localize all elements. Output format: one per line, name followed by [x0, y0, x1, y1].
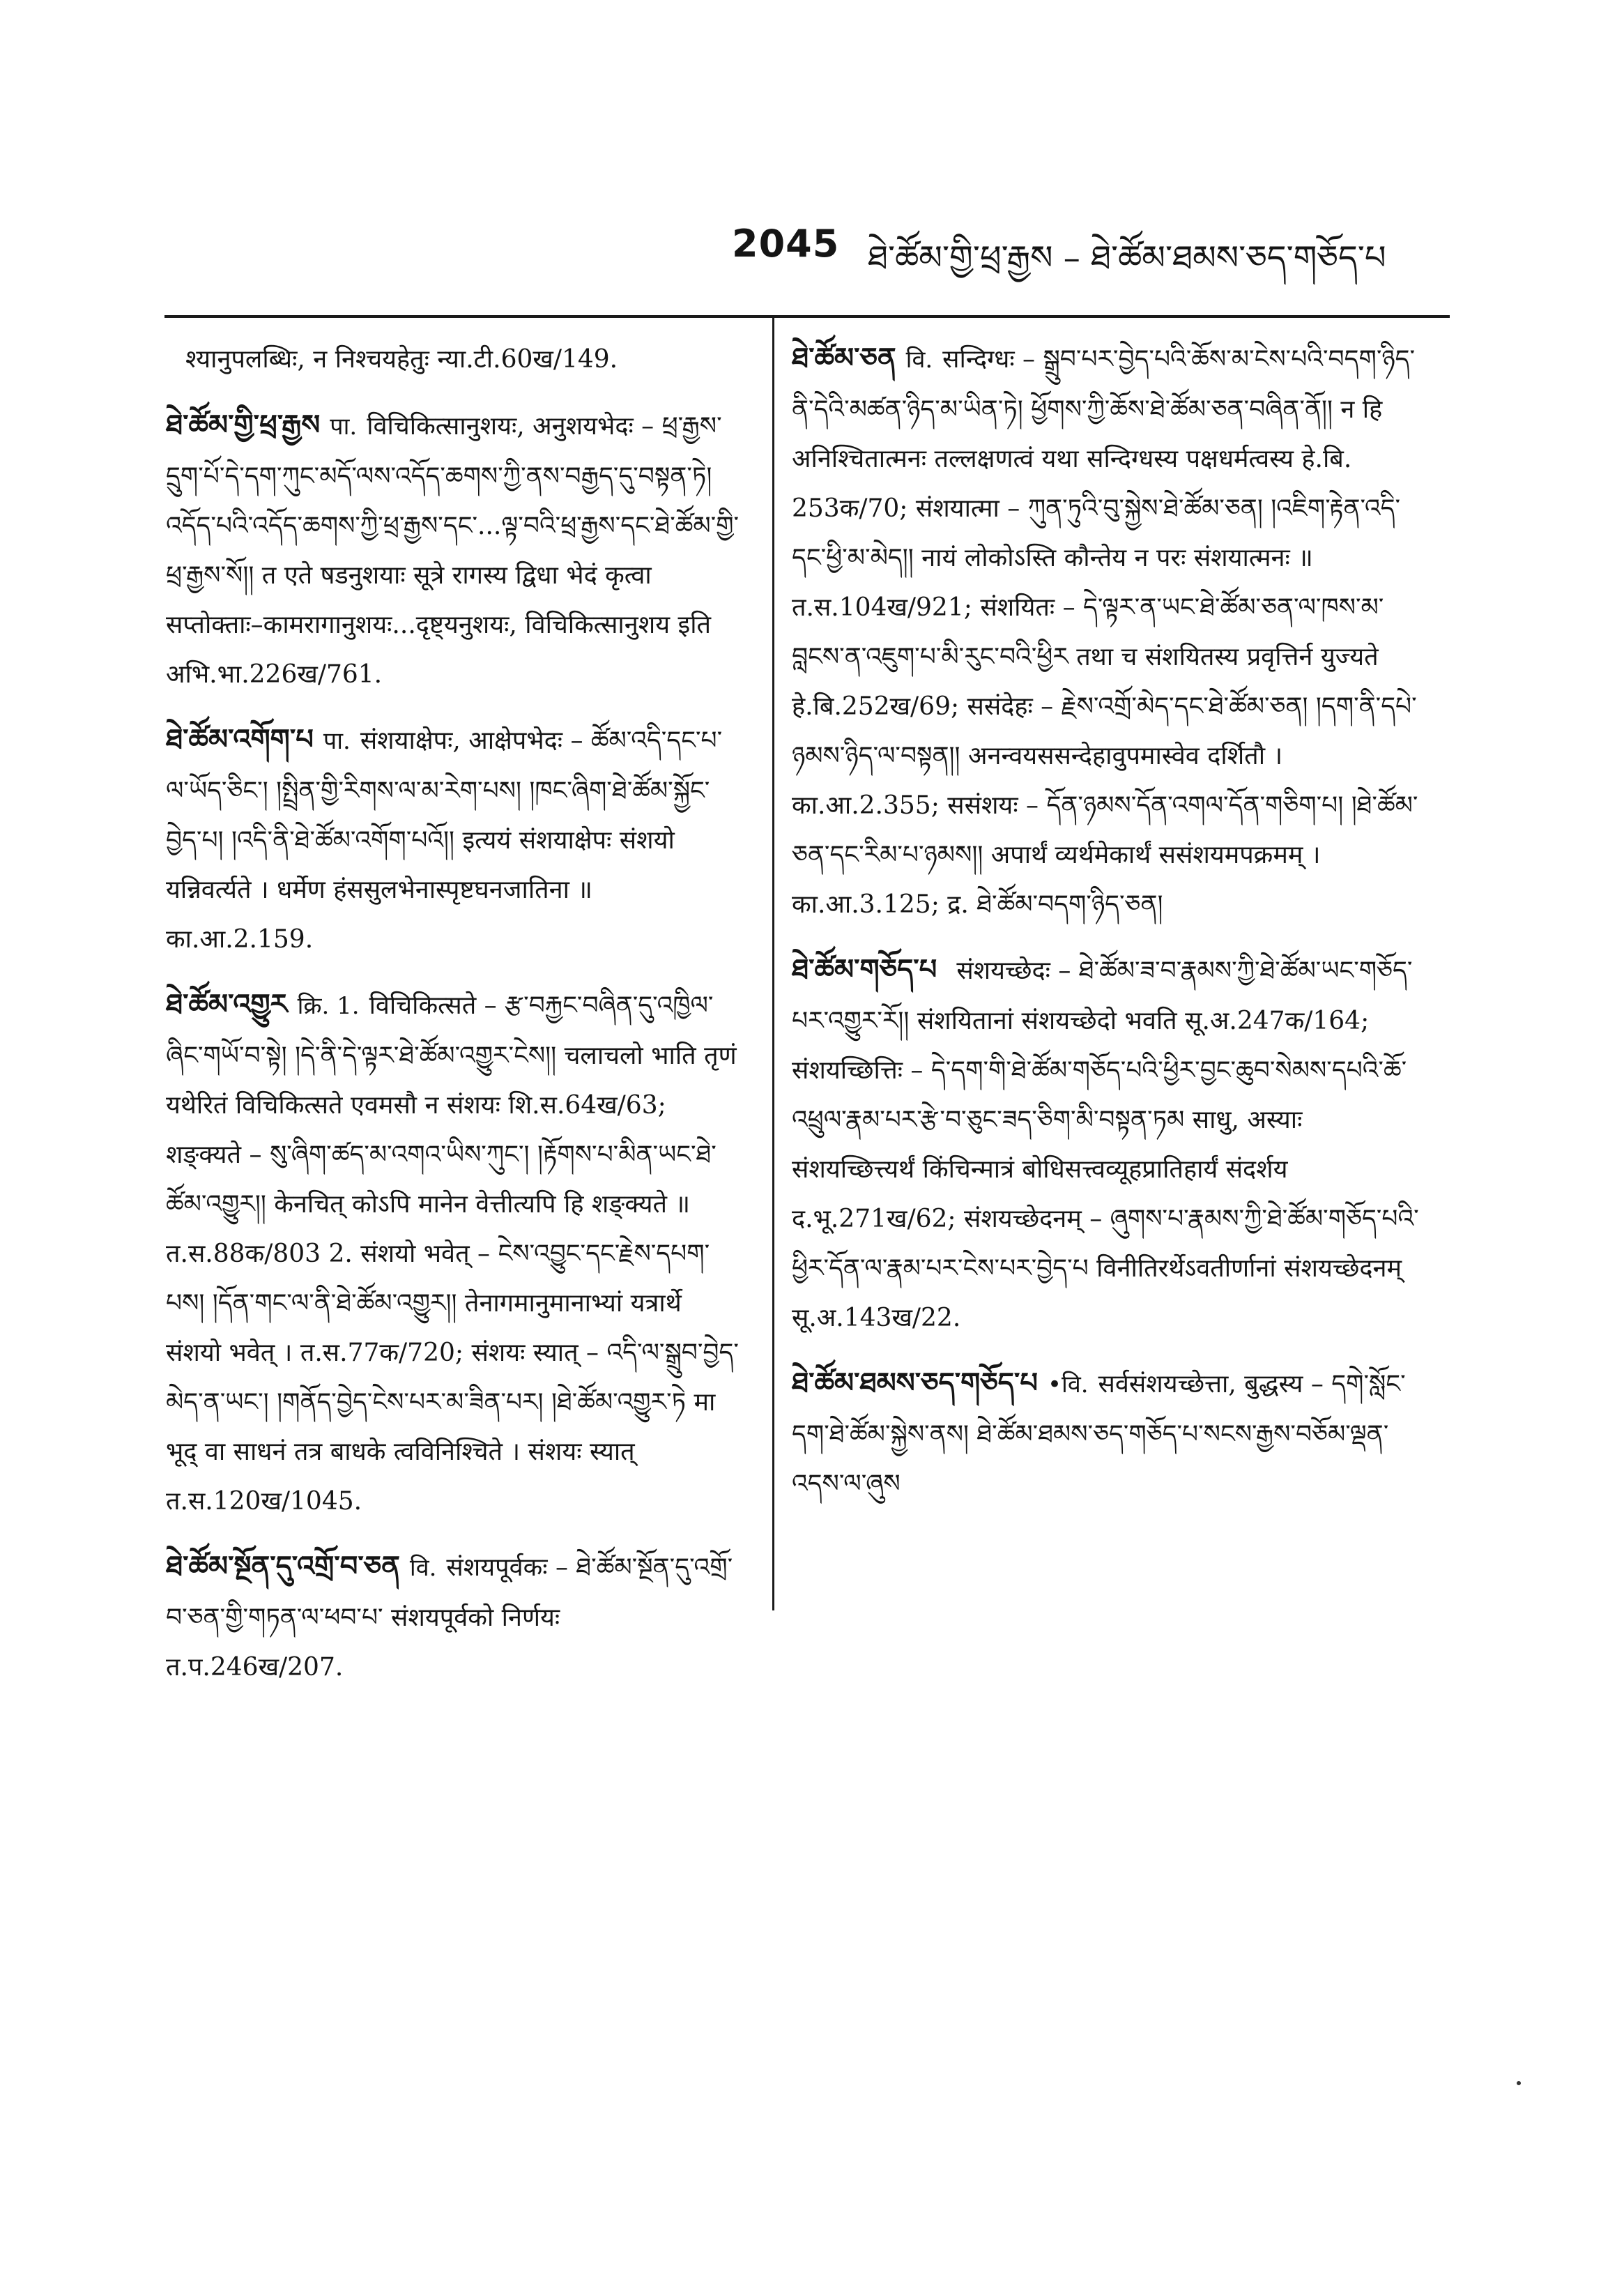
- entry-grammar: वि.: [905, 346, 933, 374]
- entry-headword: ཐེ་ཚོམ་ཅན: [792, 342, 896, 374]
- entry-grammar: वि.: [409, 1554, 437, 1582]
- dictionary-entry: [166, 1541, 744, 1692]
- entry-headword: ཐེ་ཚོམ་གྱི་ཕྲ་རྒྱས: [166, 409, 321, 441]
- entry-grammar: पा.: [330, 413, 358, 441]
- page-header: [0, 0, 1624, 279]
- entry-grammar: क्रि. 1.: [297, 992, 360, 1020]
- right-column: [792, 333, 1419, 1524]
- dictionary-entry: [166, 400, 744, 699]
- entry-body: [166, 1541, 744, 1692]
- running-head: ཐེ་ཚོམ་གྱི་ཕྲ་རྒྱས – ཐེ་ཚོམ་ཐམས་ཅད་གཅོད་པ: [868, 238, 1386, 277]
- dictionary-entry: [792, 333, 1419, 929]
- entry-grammar: पा.: [323, 727, 351, 755]
- entry-text: संशयाक्षेपः, आक्षेपभेदः – ཚོམ་འདི་དང་པ་ལ་ཡོད་ཅིང་། །སྤྲིན་གྱི་རིགས་ལ་མ་རེག་པས། །ཁང་ཞིག་ཐེ་ཚོམ་སྐྱོང་བྱེད་པ། །འདི་ནི་ཐེ་ཚོམ་འགོག་པའོ།། इत्ययं संशयाक्षेपः संशयो यन्निवर्त्यते । धर्मेण हंससुलभेनास्पृष्टघनजातिना ॥ का.आ.2.159.: [166, 726, 723, 954]
- entry-text: संशयपूर्वकः – ཐེ་ཚོམ་སྔོན་དུ་འགྲོ་བ་ཅན་གྱི་གཏན་ལ་ཕབ་པ་ संशयपूर्वको निर्णयः त.प.246ख/207.: [166, 1553, 733, 1682]
- entry-headword: ཐེ་ཚོམ་གཅོད་པ: [792, 953, 937, 986]
- entry-body: [792, 1358, 1419, 1509]
- entry-text: विचिकित्सते – རྩ་བརྐྱང་བཞིན་དུ་འཁྱིལ་ཞིང་གཡོ་བ་སྟེ། །དེ་ནི་དེ་ལྟར་ཐེ་ཚོམ་འགྱུར་ངེས།། चलाचलो भाति तृणं यथेरितं विचिकित्सते एवमसौ न संशयः शि.स.64ख/63; शङ्क्यते – སུ་ཞིག་ཚད་མ་འགའ་ཡིས་ཀུང་། །རྟོགས་པ་མིན་ཡང་ཐེ་ཚོམ་འགྱུར།། केनचित् कोऽपि मानेन वेत्तीत्यपि हि शङ्क्यते ॥ त.स.88क/803 2. संशयो भवेत् – ངེས་འབྱུང་དང་རྗེས་དཔག་པས། །དོན་གང་ལ་ནི་ཐེ་ཚོམ་འགྱུར།། तेनागमानुमानाभ्यां यत्रार्थे संशयो भवेत् । त.स.77क/720; संशयः स्यात् – འདི་ལ་སྒྲུབ་བྱེད་མེད་ན་ཡང་། །གནོད་བྱེད་ངེས་པར་མ་ཟིན་པར། །ཐེ་ཚོམ་འགྱུར་ཏེ मा भूद् वा साधनं तत्र बाधके त्वविनिश्चिते । संशयः स्यात् त.स.120ख/1045.: [166, 991, 739, 1516]
- scan-speck: [1517, 2081, 1521, 2085]
- entry-text: सर्वसंशयच्छेत्ता, बुद्धस्य – དགེ་སློང་དག་ཐེ་ཚོམ་སྐྱེས་ནས། ཐེ་ཚོམ་ཐམས་ཅད་གཅོད་པ་སངས་རྒྱས་བཅོམ་ལྡན་འདས་ལ་ཞུས: [792, 1370, 1406, 1498]
- entry-text: संशयच्छेदः – ཐེ་ཚོམ་ཟ་བ་རྣམས་ཀྱི་ཐེ་ཚོམ་ཡང་གཅོད་པར་འགྱུར་རོ།། संशयितानां संशयच्छेदो भवति सू.अ.247क/164; संशयच्छित्तिः – དེ་དག་གི་ཐེ་ཚོམ་གཅོད་པའི་ཕྱིར་བྱང་ཆུབ་སེམས་དཔའི་ཆོ་འཕྲུལ་རྣམ་པར་རྩེ་བ་ཅུང་ཟད་ཅིག་མི་བསྟན་ཏམ साधु, अस्याः संशयच्छित्त्यर्थं किंचिन्मात्रं बोधिसत्त्वव्यूहप्रातिहार्यं संदर्शय द.भू.271ख/62; संशयच्छेदनम् – ཞུགས་པ་རྣམས་ཀྱི་ཐེ་ཚོམ་གཅོད་པའི་ཕྱིར་དོན་ལ་རྣམ་པར་ངེས་པར་བྱེད་པ विनीतिरर्थेऽवतीर्णानां संशयच्छेदनम् सू.अ.143ख/22.: [792, 957, 1419, 1332]
- entry-body: [792, 333, 1419, 929]
- entry-headword: ཐེ་ཚོམ་ཐམས་ཅད་གཅོད་པ: [792, 1366, 1038, 1399]
- dictionary-entry: [166, 333, 744, 385]
- dictionary-entry: [792, 1358, 1419, 1509]
- entry-grammar: •वि.: [1047, 1371, 1089, 1399]
- entry-text: सन्दिग्धः – སྒྲུབ་པར་བྱེད་པའི་ཆོས་མ་ངེས་པའི་བདག་ཉིད་ནི་དེའི་མཚན་ཉིད་མ་ཡིན་ཏེ། ཕྱོགས་ཀྱི་ཆོས་ཐེ་ཚོམ་ཅན་བཞིན་ནོ།། न हि अनिश्चितात्मनः तल्लक्षणत्वं यथा सन्दिग्धस्य पक्षधर्मत्वस्य हे.बि. 253क/70; संशयात्मा – ཀུན་ཏུའི་བུ་སྐྱེས་ཐེ་ཚོམ་ཅན། །འཇིག་རྟེན་འདི་དང་ཕྱི་མ་མེད།། नायं लोकोऽस्ति कौन्तेय न परः संशयात्मनः ॥ त.स.104ख/921; संशयितः – དེ་ལྟར་ན་ཡང་ཐེ་ཚོམ་ཅན་ལ་ཁས་མ་བླངས་ན་འཇུག་པ་མི་རུང་བའི་ཕྱིར तथा च संशयितस्य प्रवृत्तिर्न युज्यते हे.बि.252ख/69; ससंदेहः – རྗེས་འགྲོ་མེད་དང་ཐེ་ཚོམ་ཅན། །དག་ནི་དཔེ་ཉམས་ཉིད་ལ་བསྟན།། अनन्वयससन्देहावुपमास्वेव दर्शितौ । का.आ.2.355; ससंशयः – དོན་ཉམས་དོན་འགལ་དོན་གཅིག་པ། །ཐེ་ཚོམ་ཅན་དང་རིམ་པ་ཉམས།། अपार्थं व्यर्थमेकार्थं ससंशयमपक्रमम् । का.आ.3.125; द्र. ཐེ་ཚོམ་བདག་ཉིད་ཅན།: [792, 345, 1418, 919]
- left-column: [166, 333, 744, 1707]
- entry-body: [166, 980, 744, 1526]
- entry-headword: ཐེ་ཚོམ་འགོག་པ: [166, 723, 314, 756]
- header-rule: [164, 315, 1450, 318]
- page-number: 2045: [732, 222, 840, 266]
- dictionary-entry: [166, 715, 744, 964]
- column-divider: [772, 317, 774, 1610]
- entry-text: श्यानुपलब्धिः, न निश्चयहेतुः न्या.टी.60ख/149.: [185, 345, 618, 374]
- entry-body: [166, 333, 744, 385]
- entry-text: विचिकित्सानुशयः, अनुशयभेदः – ཕྲ་རྒྱས་དྲུག་པོ་དེ་དག་ཀུང་མདོ་ལས་འདོད་ཆགས་ཀྱི་ནས་བརྒྱད་དུ་བསྟན་ཏེ། འདོད་པའི་འདོད་ཆགས་ཀྱི་ཕྲ་རྒྱས་དང་...ལྟ་བའི་ཕྲ་རྒྱས་དང་ཐེ་ཚོམ་གྱི་ཕྲ་རྒྱས་སོ།། त एते षडनुशयाः सूत्रे रागस्य द्विधा भेदं कृत्वा सप्तोक्ताः–कामरागानुशयः...दृष्ट्यनुशयः, विचिकित्सानुशय इति अभि.भा.226ख/761.: [166, 412, 740, 689]
- entry-body: [166, 400, 744, 699]
- entry-body: [792, 945, 1419, 1343]
- entry-body: [166, 715, 744, 964]
- entry-headword: ཐེ་ཚོམ་འགྱུར: [166, 988, 288, 1021]
- entry-headword: ཐེ་ཚོམ་སྔོན་དུ་འགྲོ་བ་ཅན: [166, 1550, 400, 1583]
- dictionary-entry: [166, 980, 744, 1526]
- dictionary-entry: [792, 945, 1419, 1343]
